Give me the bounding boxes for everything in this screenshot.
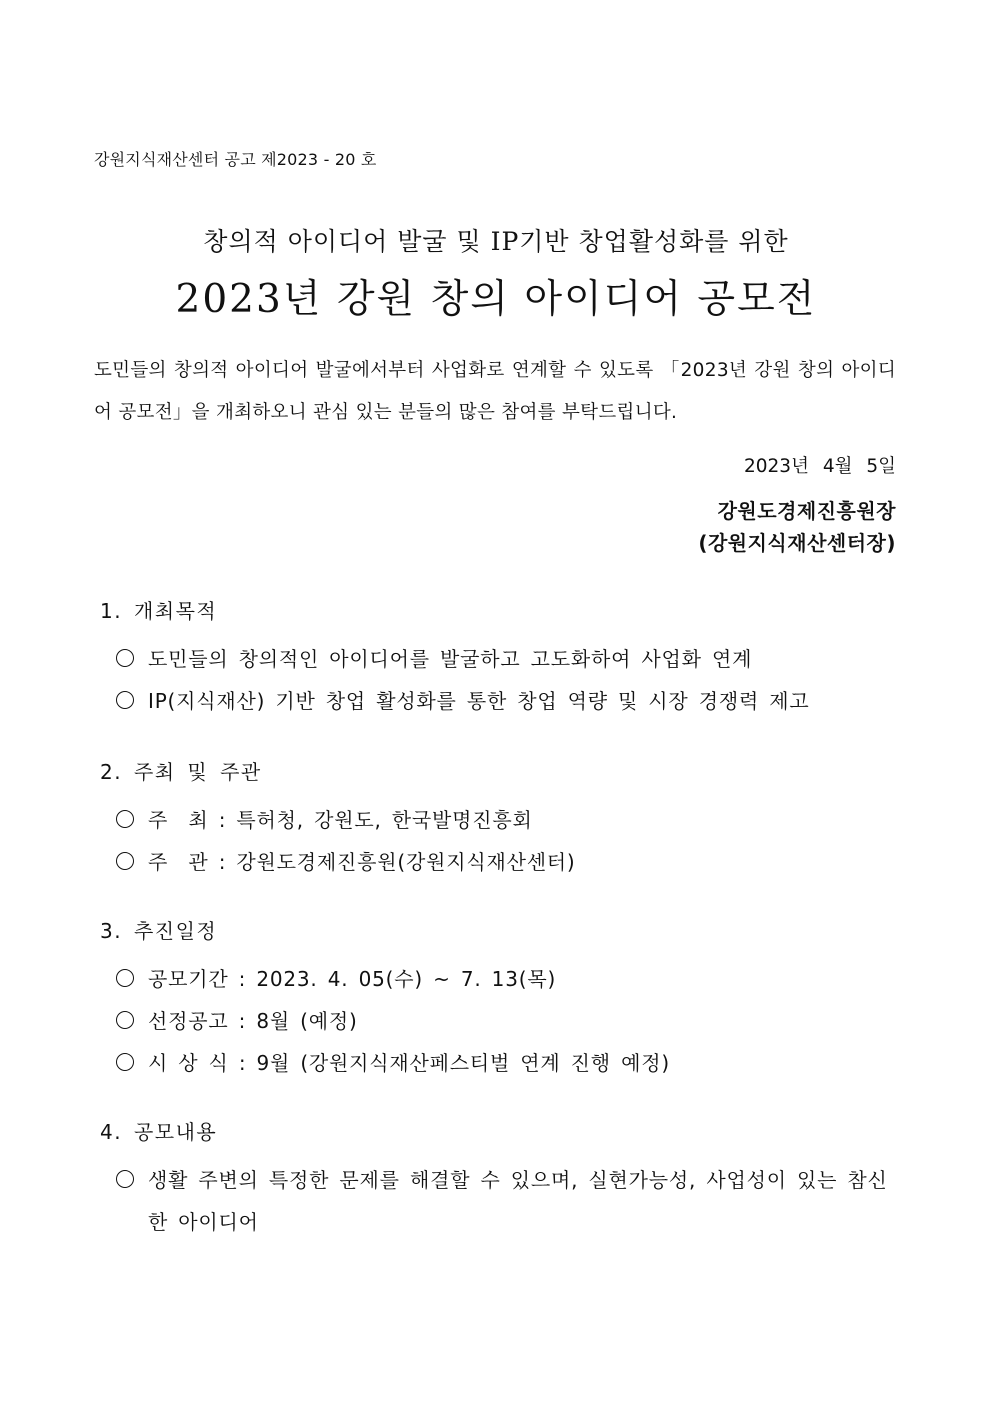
section-content: [100, 1117, 900, 1243]
list-item: [100, 841, 900, 883]
section-host: [100, 757, 900, 883]
list-item-text: 주 최 : 특허청, 강원도, 한국발명진흥회: [148, 808, 533, 832]
list-item-text: 생활 주변의 특정한 문제를 해결할 수 있으며, 실현가능성, 사업성이 있는 참신한 아이디어: [148, 1168, 888, 1234]
announcement-date: 2023년 4월 5일: [744, 456, 896, 477]
list-item-text: 도민들의 창의적인 아이디어를 발굴하고 고도화하여 사업화 연계: [148, 647, 753, 671]
list-item: [100, 958, 900, 1000]
section-title: 2. 주최 및 주관: [100, 760, 262, 784]
list-item: [100, 799, 900, 841]
circle-bullet-icon: [116, 969, 134, 987]
section-title: 1. 개최목적: [100, 599, 218, 623]
list-item-text: 주 관 : 강원도경제진흥원(강원지식재산센터): [148, 850, 576, 874]
circle-bullet-icon: [116, 810, 134, 828]
list-item: [100, 638, 900, 680]
circle-bullet-icon: [116, 1011, 134, 1029]
section-title: 4. 공모내용: [100, 1120, 218, 1144]
circle-bullet-icon: [116, 852, 134, 870]
notice-number: 강원지식재산센터 공고 제2023 - 20 호: [94, 150, 377, 169]
document-title: 2023년 강원 창의 아이디어 공모전: [175, 277, 817, 322]
list-item: [100, 1042, 900, 1084]
document-subtitle: 창의적 아이디어 발굴 및 IP기반 창업활성화를 위한: [203, 227, 789, 256]
list-item: [100, 1000, 900, 1042]
intro-paragraph: 도민들의 창의적 아이디어 발굴에서부터 사업화로 연계할 수 있도록 「2023년 강원 창의 아이디어 공모전」을 개최하오니 관심 있는 분들의 많은 참여를 부탁드립니다.: [94, 360, 896, 423]
circle-bullet-icon: [116, 1170, 134, 1188]
circle-bullet-icon: [116, 1053, 134, 1071]
list-item: [100, 680, 900, 722]
section-title: 3. 추진일정: [100, 919, 218, 943]
signer-subtitle: (강원지식재산센터장): [698, 531, 896, 555]
list-item-text: 공모기간 : 2023. 4. 05(수) ~ 7. 13(목): [148, 967, 557, 991]
circle-bullet-icon: [116, 691, 134, 709]
list-item-text: IP(지식재산) 기반 창업 활성화를 통한 창업 역량 및 시장 경쟁력 제고: [148, 689, 810, 713]
list-item-text: 시 상 식 : 9월 (강원지식재산페스티벌 연계 진행 예정): [148, 1051, 670, 1075]
section-schedule: [100, 916, 900, 1084]
list-item-text: 선정공고 : 8월 (예정): [148, 1009, 358, 1033]
list-item: [100, 1159, 900, 1243]
circle-bullet-icon: [116, 649, 134, 667]
signer-title: 강원도경제진흥원장: [717, 499, 896, 523]
section-purpose: [100, 596, 900, 722]
signer-block: [698, 495, 896, 559]
